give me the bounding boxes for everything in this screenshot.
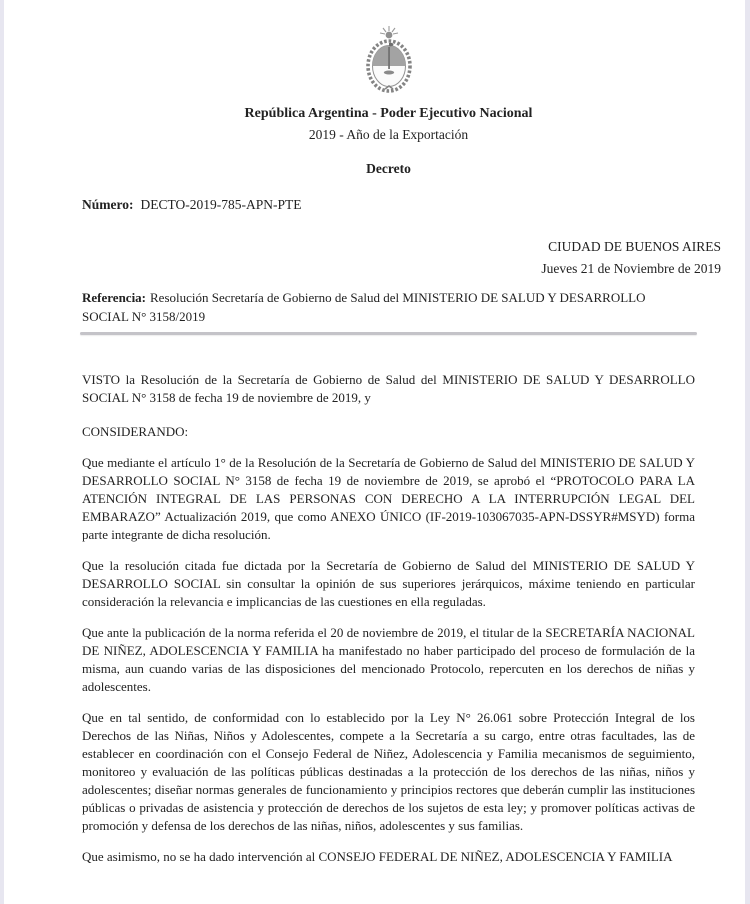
reference-line [82, 288, 695, 326]
place-date-block [82, 236, 721, 280]
considerando-paragraph-3: Que ante la publicación de la norma referida el 20 de noviembre de 2019, el titular de la SECRETARÍA NACIONAL DE NIÑEZ, ADOLESCENCIA Y FAMILIA ha manifestado no haber participado del proceso de formulación de la misma, aun cuando varias de las disposiciones del mencionado Protocolo, repercuten en los derechos de niñas y adolescentes. [82, 625, 695, 694]
number-value: DECTO-2019-785-APN-PTE [140, 197, 302, 212]
considerando-paragraph-2: Que la resolución citada fue dictada por la Secretaría de Gobierno de Salud del MINISTERIO DE SALUD Y DESARROLLO SOCIAL sin consultar la opinión de sus superiores jerárquicos, máxime teniendo en particular consideración la relevancia e implicancias de las cuestiones en ella reguladas. [82, 558, 695, 609]
number-label: Número: [82, 197, 134, 212]
considerando-paragraph-5: Que asimismo, no se ha dado intervención al CONSEJO FEDERAL DE NIÑEZ, ADOLESCENCIA Y FAMILIA [82, 849, 673, 864]
header-year-line: 2019 - Año de la Exportación [308, 127, 469, 142]
argentina-coat-of-arms-icon [82, 26, 695, 99]
decree-document-page [4, 0, 745, 904]
city-line: CIUDAD DE BUENOS AIRES [548, 239, 721, 254]
section-divider [80, 332, 697, 335]
decree-number-line [82, 196, 721, 214]
date-line: Jueves 21 de Noviembre de 2019 [541, 261, 721, 276]
considerando-heading: CONSIDERANDO: [82, 424, 189, 439]
header-org-line: República Argentina - Poder Ejecutivo Nacional [244, 106, 533, 121]
document-type-title: Decreto [366, 161, 411, 176]
reference-text: Resolución Secretaría de Gobierno de Salud del MINISTERIO DE SALUD Y DESARROLLO SOCIAL N° 3158/2019 [82, 290, 646, 324]
considerando-paragraph-1: Que mediante el artículo 1° de la Resolución de la Secretaría de Gobierno de Salud del MINISTERIO DE SALUD Y DESARROLLO SOCIAL N° 3158 de fecha 19 de noviembre de 2019, se aprobó el “PROTOCOLO PARA LA ATENCIÓN INTEGRAL DE LAS PERSONAS CON DERECHO A LA INTERRUPCIÓN LEGAL DEL EMBARAZO” Actualización 2019, que como ANEXO ÚNICO (IF-2019-103067035-APN-DSSYR#MSYD) forma parte integrante de dicha resolución. [82, 455, 695, 542]
visto-paragraph: VISTO la Resolución de la Secretaría de Gobierno de Salud del MINISTERIO DE SALUD Y DESARROLLO SOCIAL N° 3158 de fecha 19 de noviembre de 2019, y [82, 372, 695, 405]
reference-label: Referencia: [82, 290, 147, 305]
considerando-paragraph-4: Que en tal sentido, de conformidad con lo establecido por la Ley N° 26.061 sobre Protección Integral de los Derechos de las Niñas, Niños y Adolescentes, compete a la Secretaría a su cargo, entre otras facultades, las de establecer en coordinación con el Consejo Federal de Niñez, Adolescencia y Familia mecanismos de seguimiento, monitoreo y evaluación de las políticas públicas destinadas a la protección de los derechos de las niñas, niños y adolescentes; diseñar normas generales de funcionamiento y principios rectores que deberán cumplir las instituciones públicas o privadas de asistencia y protección de derechos de los sujetos de esta ley; y promover políticas activas de promoción y defensa de los derechos de las niñas, niños, adolescentes y sus familias. [82, 710, 695, 833]
